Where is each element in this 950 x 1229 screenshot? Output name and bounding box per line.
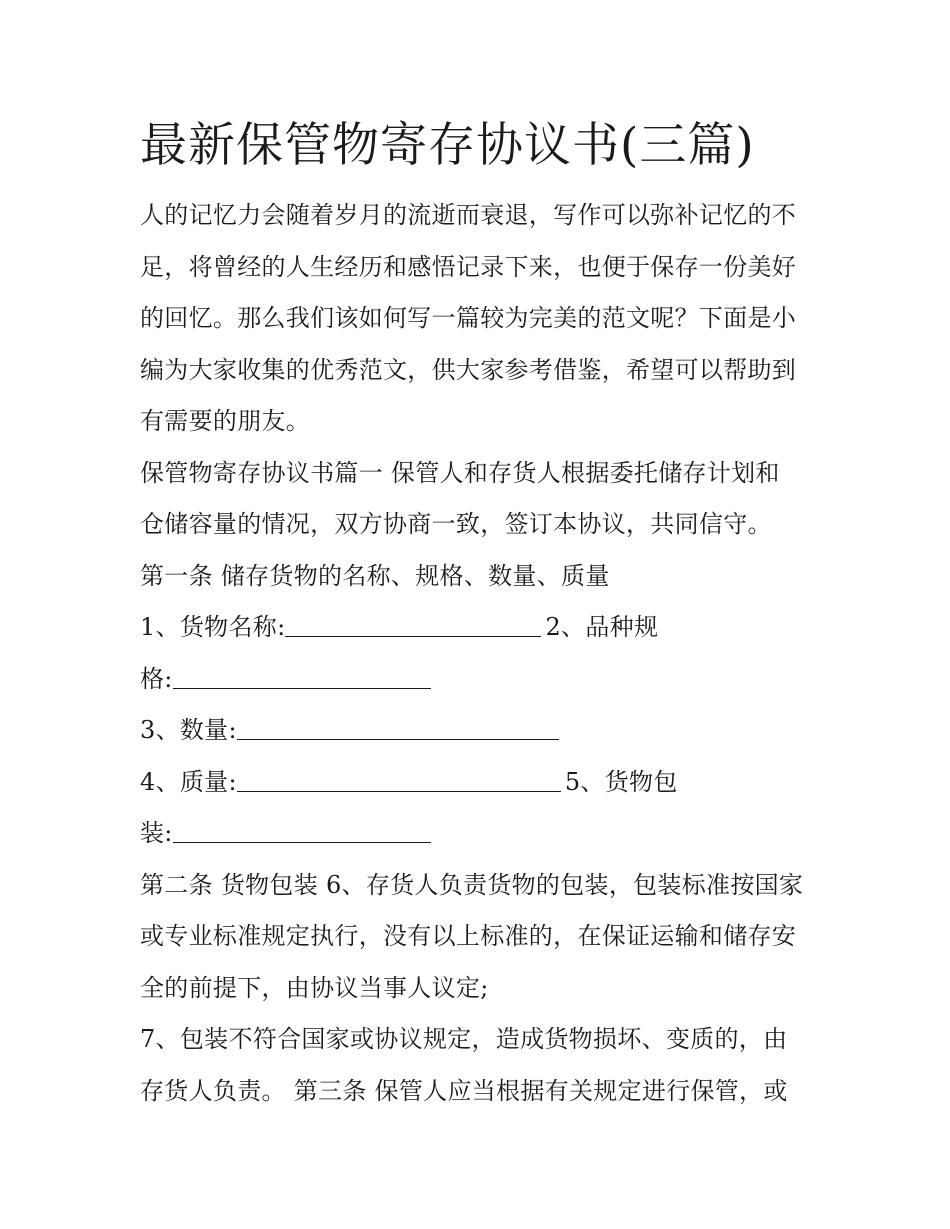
- agreement-line: 7、包装不符合国家或协议规定，造成货物损坏、变质的，由: [140, 1025, 788, 1053]
- intro-line: 的回忆。那么我们该如何写一篇较为完美的范文呢？下面是小: [140, 304, 797, 332]
- form-fields: [140, 602, 815, 860]
- spec-label: 格:: [140, 664, 173, 693]
- agreement-line: 第二条 货物包装 6、存货人负责货物的包装，包装标准按国家: [140, 870, 804, 899]
- quality-label: 4、质量:: [140, 767, 237, 796]
- field-line-packaging: [140, 808, 815, 860]
- intro-paragraph: [140, 190, 815, 448]
- document-page: [140, 110, 815, 1117]
- article-one-heading: 第一条 储存货物的名称、规格、数量、质量: [140, 561, 610, 590]
- agreement-line: 全的前提下，由协议当事人议定;: [140, 973, 489, 1002]
- packaging-label-cont: 装:: [140, 819, 173, 847]
- agreement-part-two: [140, 860, 815, 1118]
- field-line-quality: [140, 757, 815, 809]
- intro-line: 足，将曾经的人生经历和感悟记录下来，也便于保存一份美好: [140, 252, 797, 281]
- intro-line: 人的记忆力会随着岁月的流逝而衰退，写作可以弥补记忆的不: [140, 201, 797, 229]
- variety-spec-label: 2、品种规: [545, 613, 659, 641]
- quality-blank[interactable]: [237, 765, 561, 792]
- agreement-line: 存货人负责。 第三条 保管人应当根据有关规定进行保管，或: [140, 1076, 788, 1105]
- packaging-blank[interactable]: [173, 816, 431, 843]
- field-line-spec: [140, 654, 815, 706]
- goods-name-blank[interactable]: [285, 610, 541, 637]
- spec-blank[interactable]: [173, 662, 431, 689]
- packaging-label: 5、货物包: [564, 767, 678, 796]
- quantity-blank[interactable]: [237, 713, 559, 740]
- agreement-line: 或专业标准规定执行，没有以上标准的，在保证运输和储存安: [140, 922, 797, 950]
- agreement-line: 仓储容量的情况，双方协商一致，签订本协议，共同信守。: [140, 510, 772, 538]
- agreement-line: 保管物寄存协议书篇一 保管人和存货人根据委托储存计划和: [140, 458, 780, 487]
- intro-line: 有需要的朋友。: [140, 407, 311, 435]
- field-line-goods-name: [140, 602, 815, 654]
- intro-line: 编为大家收集的优秀范文，供大家参考借鉴，希望可以帮助到: [140, 355, 797, 384]
- quantity-label: 3、数量:: [140, 716, 237, 744]
- field-line-quantity: [140, 705, 815, 757]
- goods-name-label: 1、货物名称:: [140, 613, 286, 641]
- agreement-part-one: [140, 448, 815, 603]
- document-title: 最新保管物寄存协议书(三篇): [140, 118, 755, 173]
